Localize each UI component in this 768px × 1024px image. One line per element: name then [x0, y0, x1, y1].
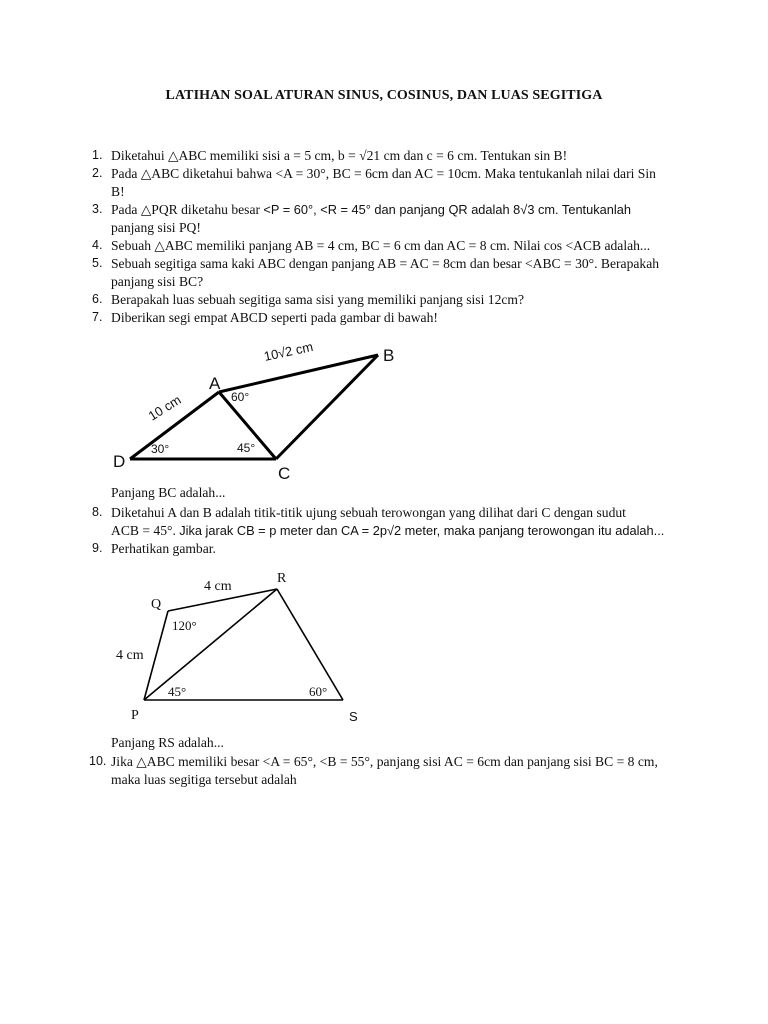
angle-p-label: 45°	[168, 684, 187, 699]
question-number: 2.	[92, 166, 103, 180]
side-bc	[276, 355, 378, 459]
question-text	[111, 504, 672, 539]
angle-c-label: 45°	[237, 441, 256, 455]
angle-d-label: 30°	[151, 442, 170, 456]
question-text: Pada △ABC diketahui bahwa <A = 30°, BC = 6cm dan AC = 10cm. Maka tentukanlah nilai dari Sin B!	[111, 166, 656, 199]
question-7	[92, 309, 672, 327]
question-8	[92, 504, 672, 539]
question-number: 5.	[92, 256, 103, 270]
vertex-r-label: R	[277, 571, 287, 586]
angle-a-label: 60°	[231, 390, 250, 404]
side-rs	[277, 589, 343, 700]
vertex-b-label: B	[383, 346, 395, 365]
question-text: Diberikan segi empat ABCD seperti pada gambar di bawah!	[111, 310, 438, 325]
side-qr-label: 4 cm	[204, 579, 232, 594]
side-qr	[168, 589, 277, 611]
question-number: 8.	[92, 505, 103, 519]
vertex-a-label: A	[209, 374, 221, 393]
side-da	[130, 392, 219, 459]
diagonal-ac	[219, 392, 276, 459]
q7-answer-prompt: Panjang BC adalah...	[111, 485, 226, 500]
question-3	[92, 201, 672, 236]
vertex-s-label: S	[349, 709, 358, 724]
question-text-part: ACB = 45°.	[111, 522, 180, 538]
side-pq-label: 4 cm	[116, 648, 144, 663]
question-number: 3.	[92, 202, 103, 216]
question-text-part: Diketahui A dan B adalah titik-titik ujung sebuah terowongan yang dilihat dari C dengan sudut	[111, 505, 626, 520]
question-number: 4.	[92, 238, 103, 252]
angle-s-label: 60°	[309, 684, 328, 699]
question-number: 7.	[92, 310, 103, 324]
question-2	[92, 165, 672, 200]
question-number: 6.	[92, 292, 103, 306]
question-text: Berapakah luas sebuah segitiga sama sisi yang memiliki panjang sisi 12cm?	[111, 292, 525, 307]
question-text-part: Jika jarak CB = p meter dan CA = 2p√2 meter, maka panjang terowongan itu adalah...	[179, 522, 665, 538]
question-10	[89, 753, 669, 788]
question-number: 1.	[92, 148, 103, 162]
question-text-part: Pada △PQR diketahu besar	[111, 202, 264, 217]
side-ab	[219, 355, 378, 392]
vertex-p-label: P	[131, 708, 139, 723]
angle-q-label: 120°	[172, 618, 197, 633]
question-text: Sebuah △ABC memiliki panjang AB = 4 cm, BC = 6 cm dan AC = 8 cm. Nilai cos <ACB adalah...	[111, 238, 651, 253]
question-text-part: <P = 60°, <R = 45° dan panjang QR adalah 8√3 cm. Tentukanlah	[263, 202, 631, 217]
question-text: Sebuah segitiga sama kaki ABC dengan panjang AB = AC = 8cm dan besar <ABC = 30°. Berapakah panjang sisi BC?	[111, 256, 660, 289]
q9-answer-prompt: Panjang RS adalah...	[111, 735, 224, 750]
side-ab-label: 10√2 cm	[262, 338, 315, 364]
page-title: LATIHAN SOAL ATURAN SINUS, COSINUS, DAN LUAS SEGITIGA	[165, 88, 603, 103]
vertex-q-label: Q	[151, 597, 162, 612]
diagonal-pr	[144, 589, 277, 700]
question-text	[111, 201, 672, 236]
question-text-part: panjang sisi PQ!	[111, 219, 201, 235]
question-5	[92, 255, 672, 290]
question-number: 10.	[89, 754, 107, 768]
vertex-c-label: C	[278, 464, 291, 483]
question-text: Diketahui △ABC memiliki sisi a = 5 cm, b = √21 cm dan c = 6 cm. Tentukan sin B!	[111, 148, 568, 163]
vertex-d-label: D	[113, 452, 126, 471]
question-6	[92, 291, 672, 309]
side-ad-label: 10 cm	[145, 392, 184, 424]
question-4	[92, 237, 672, 255]
side-pq	[144, 611, 168, 700]
question-1	[92, 147, 672, 165]
question-text: Perhatikan gambar.	[111, 541, 216, 556]
question-9	[92, 540, 672, 558]
question-text: Jika △ABC memiliki besar <A = 65°, <B = 55°, panjang sisi AC = 6cm dan panjang sisi BC = 8 cm, maka luas segitiga tersebut adalah	[111, 754, 658, 787]
question-number: 9.	[92, 541, 103, 555]
